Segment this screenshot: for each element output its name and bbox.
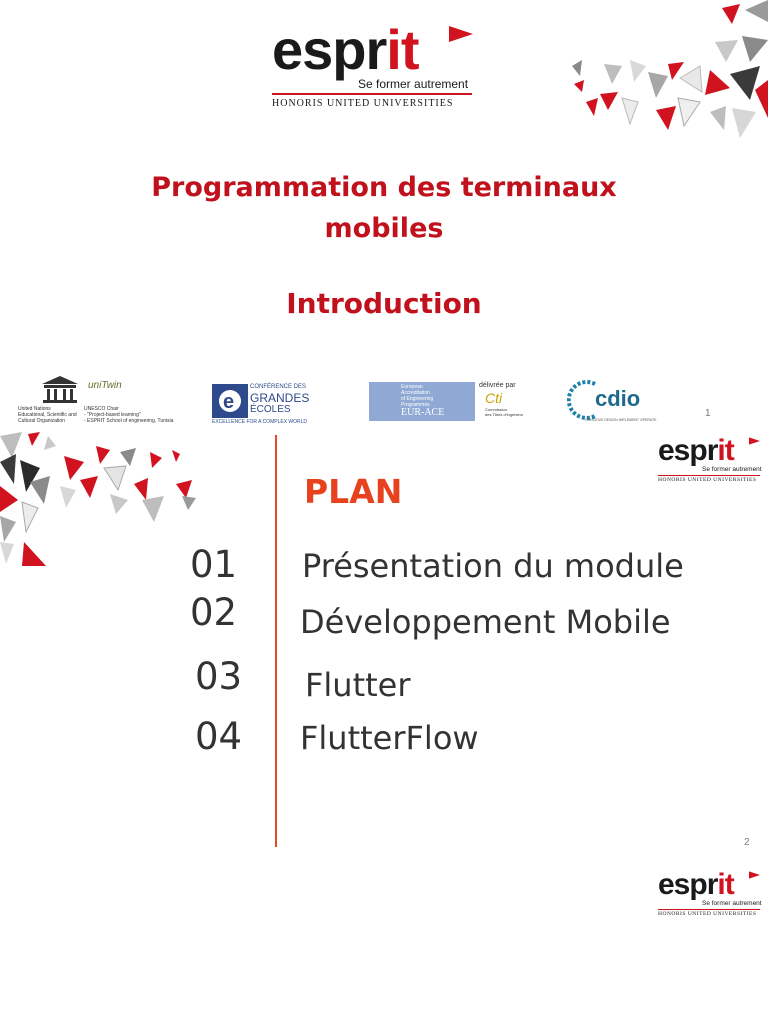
course-title-line2: mobiles <box>324 213 444 244</box>
esprit-logo-small <box>658 436 760 488</box>
page-number-2: 2 <box>744 837 750 848</box>
decorative-triangles-top-right <box>560 0 768 140</box>
logo-rule <box>658 909 760 910</box>
unesco-temple-icon <box>40 374 80 404</box>
eurace-logo <box>369 382 475 421</box>
unesco-caption-2: Educational, Scientific and <box>18 412 77 418</box>
cdio-sub: CONCEIVE DESIGN IMPLEMENT OPERATE <box>585 418 657 422</box>
logo-word-accent: it <box>717 868 734 901</box>
cti-sub-1: Commission <box>485 407 508 412</box>
logo-rule <box>272 93 472 95</box>
logo-group: HONORIS UNITED UNIVERSITIES <box>658 911 757 917</box>
flag-icon <box>749 871 760 879</box>
plan-item-label: FlutterFlow <box>300 719 479 757</box>
cti-sub-2: des Titres d'Ingénieur <box>485 412 524 417</box>
cge-logo <box>212 382 316 426</box>
plan-item-number: 01 <box>190 543 238 586</box>
eurace-text-3: of Engineering <box>401 396 434 402</box>
plan-item-label: Flutter <box>305 666 411 704</box>
logo-word-accent: it <box>386 18 419 81</box>
cti-delivered: délivrée par <box>479 382 516 389</box>
unesco-logo <box>18 374 178 422</box>
cdio-label: cdio <box>595 386 641 411</box>
page-number-1: 1 <box>705 408 711 419</box>
logo-word-main: espr <box>658 868 718 901</box>
plan-item-number: 02 <box>190 591 238 634</box>
eurace-text-4: Programmes <box>401 402 430 408</box>
eurace-text-1: European <box>401 384 423 390</box>
plan-item-number: 04 <box>195 715 243 758</box>
flag-icon <box>449 26 473 42</box>
unitwin-label: uniTwin <box>88 380 122 391</box>
logo-rule <box>658 475 760 476</box>
unesco-caption-3: Cultural Organization <box>18 418 65 424</box>
plan-heading: PLAN <box>304 472 403 511</box>
logo-tagline: Se former autrement <box>702 466 762 473</box>
vertical-divider <box>275 435 277 847</box>
logo-tagline: Se former autrement <box>358 77 469 91</box>
flag-icon <box>749 437 760 445</box>
cge-bottom: EXCELLENCE FOR A COMPLEX WORLD <box>212 419 308 425</box>
unesco-caption-1: United Nations <box>18 406 51 412</box>
eurace-text-2: Accreditation <box>401 390 430 396</box>
cge-mid1: GRANDES <box>250 391 310 405</box>
logo-word-main: espr <box>272 18 387 81</box>
cge-mid2: ÉCOLES <box>250 404 291 415</box>
unesco-chair-1: UNESCO Chair <box>84 406 119 412</box>
plan-item-number: 03 <box>195 655 243 698</box>
cdio-logo <box>567 378 663 426</box>
logo-group: HONORIS UNITED UNIVERSITIES <box>272 98 454 109</box>
cti-logo <box>479 382 525 422</box>
cge-e-icon <box>212 384 248 418</box>
cge-top: CONFÉRENCE DES <box>250 384 307 390</box>
logo-tagline: Se former autrement <box>702 900 762 907</box>
cti-label: Cti <box>485 390 503 406</box>
logo-group: HONORIS UNITED UNIVERSITIES <box>658 477 757 483</box>
svg-text:e: e <box>223 391 235 413</box>
logo-word-accent: it <box>717 434 734 467</box>
course-title-line1: Programmation des terminaux <box>151 172 617 203</box>
unesco-chair-3: - ESPRIT School of engineering, Tunisia <box>84 418 174 424</box>
logo-word-main: espr <box>658 434 718 467</box>
unesco-chair-2: - "Project-based learning" <box>84 412 141 418</box>
esprit-logo-small <box>658 870 760 922</box>
slide-subtitle: Introduction <box>286 287 482 320</box>
eurace-label: EUR-ACE <box>401 407 445 418</box>
decorative-triangles-left <box>0 432 200 572</box>
esprit-logo <box>272 18 472 114</box>
plan-item-label: Développement Mobile <box>300 603 671 641</box>
plan-item-label: Présentation du module <box>302 547 684 585</box>
